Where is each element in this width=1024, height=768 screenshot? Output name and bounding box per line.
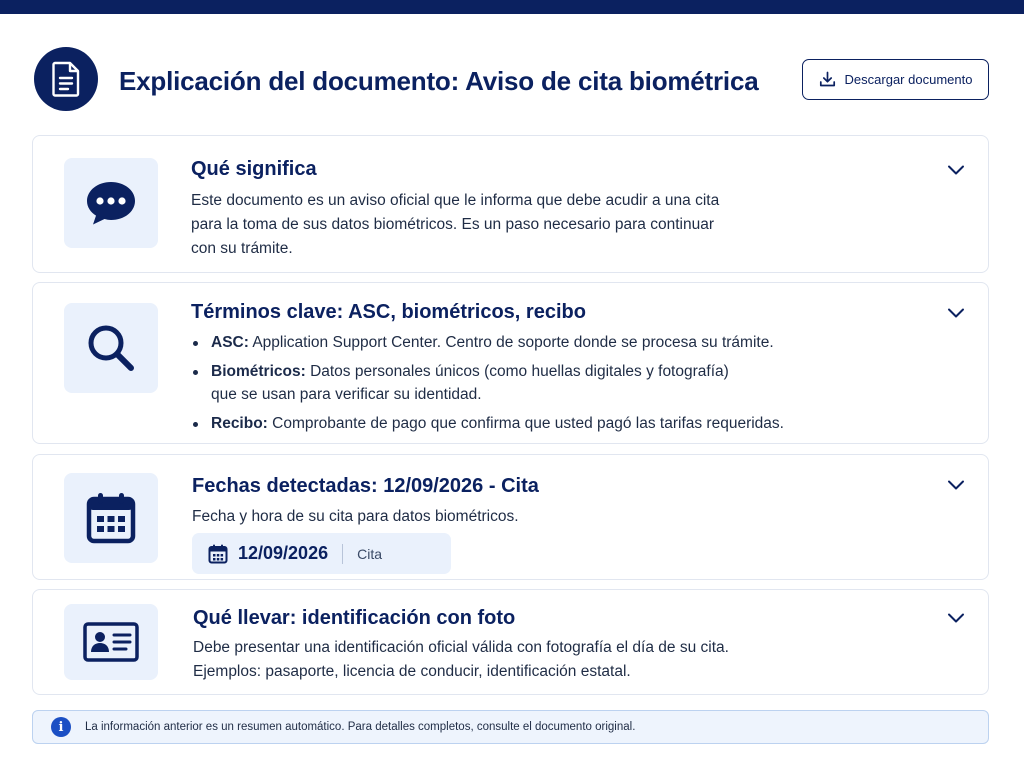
card-detected-dates[interactable] bbox=[32, 454, 989, 580]
card-title: Qué significa bbox=[191, 158, 317, 180]
card-title: Fechas detectadas: 12/09/2026 - Cita bbox=[192, 475, 539, 497]
term-definition-continued: que se usan para verificar su identidad. bbox=[211, 386, 482, 403]
term-definition: Datos personales únicos (como huellas digitales y fotografía) bbox=[310, 363, 729, 380]
card-body: Fecha y hora de su cita para datos biométricos. bbox=[192, 508, 519, 525]
card-title: Términos clave: ASC, biométricos, recibo bbox=[191, 301, 586, 323]
list-item bbox=[191, 412, 911, 435]
search-icon bbox=[64, 303, 158, 393]
chevron-down-icon[interactable] bbox=[945, 302, 967, 324]
term-definition: Application Support Center. Centro de soporte donde se procesa su trámite. bbox=[252, 334, 774, 351]
document-explanation-panel bbox=[0, 14, 1024, 768]
body-line: Debe presentar una identificación oficial válida con fotografía el día de su cita. bbox=[193, 639, 729, 656]
id-card-icon bbox=[64, 604, 158, 680]
card-body bbox=[193, 636, 933, 684]
term-definition: Comprobante de pago que confirma que usted pagó las tarifas requeridas. bbox=[272, 415, 784, 432]
chevron-down-icon[interactable] bbox=[945, 474, 967, 496]
chevron-down-icon[interactable] bbox=[945, 159, 967, 181]
speech-bubble-icon bbox=[64, 158, 158, 248]
card-key-terms[interactable] bbox=[32, 282, 989, 444]
document-icon bbox=[34, 47, 98, 111]
chip-date: 12/09/2026 bbox=[238, 543, 329, 563]
date-chip[interactable] bbox=[192, 533, 451, 574]
info-icon: i bbox=[51, 717, 71, 737]
card-title: Qué llevar: identificación con foto bbox=[193, 607, 516, 629]
download-document-button[interactable] bbox=[802, 59, 989, 100]
term-name: Recibo: bbox=[211, 415, 268, 432]
card-meaning[interactable] bbox=[32, 135, 989, 273]
chevron-down-icon[interactable] bbox=[945, 607, 967, 629]
info-banner bbox=[32, 710, 989, 744]
card-what-to-bring[interactable] bbox=[32, 589, 989, 695]
download-button-label: Descargar documento bbox=[844, 72, 973, 87]
body-line: con su trámite. bbox=[191, 240, 293, 257]
card-body bbox=[191, 189, 891, 261]
download-icon bbox=[819, 71, 836, 88]
calendar-icon bbox=[208, 544, 228, 564]
term-name: ASC: bbox=[211, 334, 249, 351]
body-line: Este documento es un aviso oficial que le informa que debe acudir a una cita bbox=[191, 192, 720, 209]
key-terms-list bbox=[191, 331, 911, 435]
term-name: Biométricos: bbox=[211, 363, 306, 380]
chip-label: Cita bbox=[357, 545, 382, 562]
page-title: Explicación del documento: Aviso de cita biométrica bbox=[119, 66, 759, 96]
top-bar bbox=[0, 0, 1024, 14]
info-note: La información anterior es un resumen automático. Para detalles completos, consulte el documento original. bbox=[85, 721, 636, 733]
list-item bbox=[191, 331, 911, 354]
list-item bbox=[191, 360, 911, 406]
body-line: Ejemplos: pasaporte, licencia de conducir, identificación estatal. bbox=[193, 663, 631, 680]
calendar-icon bbox=[64, 473, 158, 563]
body-line: para la toma de sus datos biométricos. Es un paso necesario para continuar bbox=[191, 216, 714, 233]
chip-divider bbox=[342, 544, 343, 564]
